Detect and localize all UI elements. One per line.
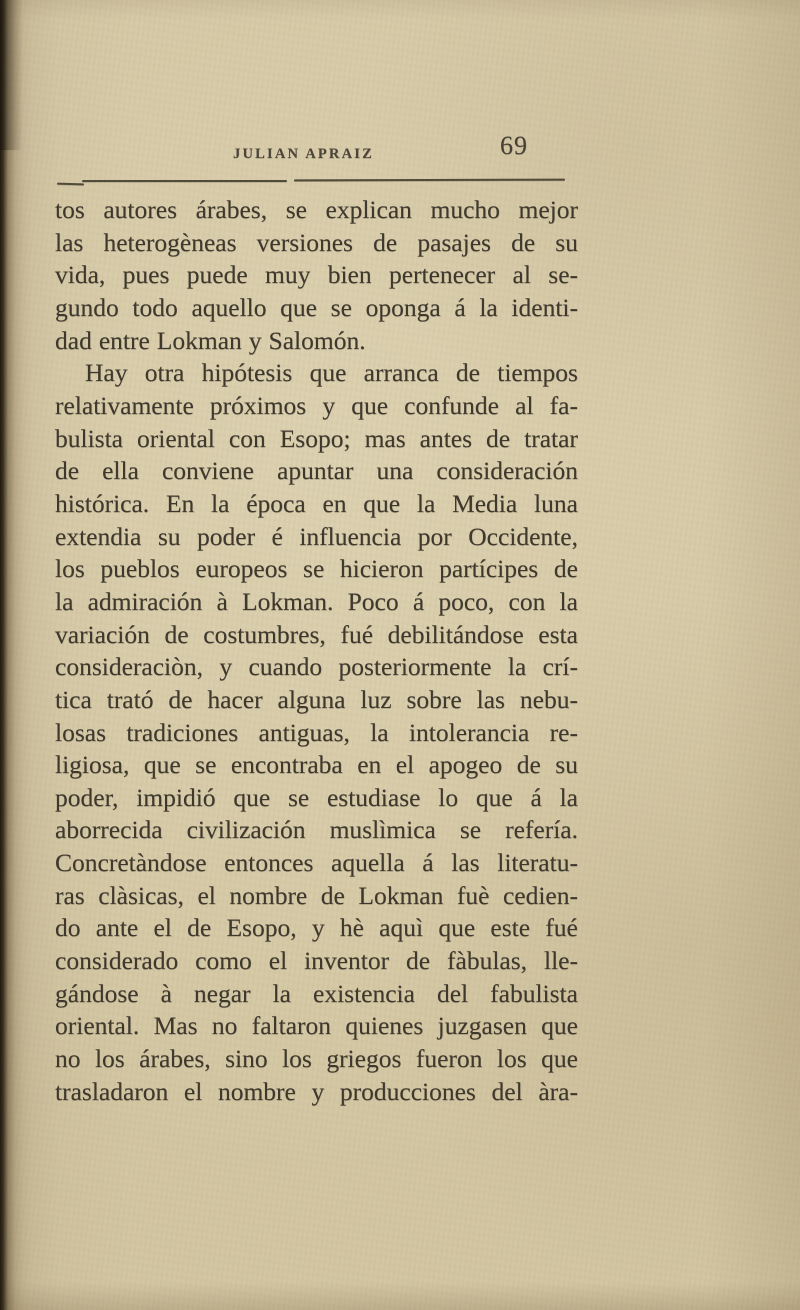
word: de — [516, 750, 541, 780]
word: los — [55, 554, 85, 584]
word: Concretàndose — [55, 848, 207, 878]
text-line — [55, 880, 578, 913]
word: á — [412, 586, 425, 616]
word: hicieron — [339, 554, 424, 584]
word: Poco — [347, 586, 399, 616]
word: que — [280, 292, 317, 322]
word: fueron — [415, 1044, 483, 1074]
word: antiguas, — [258, 717, 350, 747]
word: variación — [55, 619, 150, 649]
word: la — [370, 717, 389, 747]
word: se — [287, 782, 310, 812]
word: otra — [144, 358, 185, 388]
text-line — [55, 292, 578, 325]
word: á — [454, 292, 466, 322]
word: Lokman — [156, 325, 242, 355]
word: clàsicas, — [98, 880, 184, 910]
word: Lokman — [358, 880, 444, 910]
word: próximos — [209, 390, 307, 420]
word: y — [311, 1076, 325, 1106]
word: lo — [438, 782, 459, 812]
word: en — [322, 488, 347, 518]
text-line — [55, 684, 578, 717]
word: de — [187, 913, 212, 943]
word: europeos — [195, 554, 288, 584]
page-top-left-shadow — [0, 0, 30, 150]
word: las — [476, 684, 505, 714]
word: Lokman. — [242, 586, 334, 616]
word: losas — [55, 717, 106, 747]
word: que — [475, 782, 513, 812]
word: consideración — [436, 456, 578, 486]
word: aborrecida — [55, 815, 163, 845]
word: la — [416, 488, 436, 518]
word: relativamente — [55, 390, 194, 420]
word: re- — [549, 717, 578, 747]
word: juzgasen — [437, 1011, 527, 1041]
word: luz — [360, 684, 392, 714]
word: á — [422, 848, 434, 878]
text-line — [55, 1043, 578, 1076]
word: faltaron — [251, 1011, 332, 1041]
word: pueblos — [100, 554, 180, 584]
word: debilitándose — [387, 619, 524, 649]
word: que — [541, 1011, 578, 1041]
word: se- — [548, 260, 578, 290]
word: se — [195, 750, 217, 780]
word: do — [55, 913, 81, 943]
word: hacer — [207, 684, 263, 714]
word: heterogèneas — [103, 227, 237, 257]
word: considerado — [55, 946, 179, 976]
word: época — [246, 488, 306, 518]
word: vida, — [55, 260, 106, 290]
word: Esopo; — [279, 423, 351, 453]
word: ella — [102, 456, 139, 486]
word: bien — [327, 260, 372, 290]
word: todo — [132, 292, 178, 322]
word: de — [320, 880, 345, 910]
text-line — [55, 782, 578, 815]
word: impidió — [136, 782, 216, 812]
word: Salomón. — [268, 325, 366, 355]
word: aquì — [379, 913, 424, 943]
word: civilización — [186, 815, 306, 845]
word: sobre — [406, 684, 462, 714]
word: esta — [538, 619, 578, 649]
word: su — [555, 227, 578, 257]
word: consideraciòn, — [55, 652, 203, 682]
word: poder, — [55, 782, 119, 812]
word: cuando — [248, 652, 323, 682]
word: mucho — [430, 195, 500, 224]
word: y — [219, 652, 233, 682]
text-line — [55, 259, 578, 292]
word: los — [94, 1044, 125, 1074]
word: se — [303, 554, 325, 584]
word: costumbres, — [203, 619, 326, 649]
word: refería. — [505, 815, 578, 845]
word: cedien- — [502, 880, 578, 910]
word: tica — [55, 684, 92, 714]
word: los — [282, 1044, 312, 1074]
word: su — [157, 521, 181, 551]
word: no — [211, 1011, 238, 1041]
word: aquella — [331, 848, 405, 878]
word: inventor — [304, 946, 390, 976]
word: pues — [122, 260, 170, 290]
word: luna — [533, 488, 578, 518]
word: entre — [98, 325, 150, 355]
word: el — [183, 1076, 203, 1106]
word: oriental. — [55, 1011, 140, 1041]
word: crí- — [542, 652, 578, 682]
word: Occidente, — [468, 521, 578, 551]
word: gándose — [55, 978, 139, 1008]
body-text — [55, 194, 578, 1108]
word: la — [272, 978, 291, 1008]
word: tos — [55, 195, 85, 224]
text-line — [55, 814, 578, 847]
word: literatu- — [497, 848, 578, 878]
word: autores — [103, 195, 177, 224]
word: partícipes — [439, 554, 539, 584]
word: por — [417, 521, 452, 551]
word: bulista — [55, 423, 123, 453]
word: de — [55, 456, 80, 486]
word: nebu- — [519, 684, 578, 714]
text-line — [55, 651, 578, 684]
word: fabulista — [490, 978, 578, 1008]
word: este — [490, 913, 531, 943]
word: Hay — [85, 358, 128, 388]
text-line — [55, 749, 578, 782]
header-rule-segment-left — [82, 180, 287, 182]
text-line — [55, 194, 578, 227]
word: que — [143, 750, 181, 780]
word: mas — [364, 423, 406, 453]
word: puede — [186, 260, 248, 290]
word: nombre — [229, 880, 308, 910]
word: confunde — [404, 390, 500, 420]
word: que — [309, 358, 347, 388]
word: dad — [55, 325, 92, 355]
word: que — [351, 390, 389, 420]
word: la — [479, 292, 498, 322]
word: admiración — [87, 586, 203, 616]
word: el — [153, 913, 172, 943]
word: la — [559, 586, 578, 616]
word: y — [322, 390, 336, 420]
text-line — [55, 912, 578, 945]
word: se — [459, 815, 482, 845]
word: lle- — [543, 946, 578, 976]
word: y — [248, 325, 262, 355]
word: poder — [197, 521, 256, 551]
word: la — [559, 782, 578, 812]
word: à — [160, 978, 172, 1008]
word: estudiase — [326, 782, 421, 812]
text-line — [55, 488, 578, 521]
word: la — [211, 488, 230, 518]
word: las — [451, 848, 480, 878]
text-line — [55, 586, 578, 619]
word: con — [508, 586, 546, 616]
text-line — [55, 553, 578, 586]
word: oriental — [137, 423, 215, 453]
word: fàbulas, — [447, 946, 528, 976]
word: é — [271, 521, 283, 551]
word: gundo — [55, 292, 119, 322]
header-rule-segment-right — [294, 179, 565, 182]
word: ligiosa, — [55, 750, 130, 780]
word: Media — [452, 488, 518, 518]
page-left-edge-shadow — [0, 0, 32, 1310]
word: árabes, — [139, 1044, 211, 1074]
word: y — [311, 913, 325, 943]
word: que — [363, 488, 401, 518]
word: trató — [106, 684, 154, 714]
word: muy — [265, 260, 311, 290]
text-line — [55, 978, 578, 1011]
word: arranca — [363, 358, 439, 388]
word: se — [285, 195, 307, 224]
word: el — [268, 946, 288, 976]
text-line — [55, 357, 578, 390]
word: las — [55, 227, 84, 257]
text-line — [55, 455, 578, 488]
word: como — [195, 946, 252, 976]
word: del — [491, 1076, 523, 1106]
word: Mas — [153, 1011, 198, 1041]
text-line — [55, 521, 578, 554]
word: tradiciones — [126, 717, 239, 747]
word: á — [530, 782, 542, 812]
word: el — [395, 750, 415, 780]
word: fué — [340, 619, 374, 649]
word: de — [511, 227, 536, 257]
text-line — [55, 717, 578, 750]
word: pertenecer — [388, 260, 496, 290]
page-number: 69 — [500, 131, 528, 160]
word: negar — [193, 978, 251, 1008]
word: En — [165, 488, 195, 518]
word: que — [438, 913, 476, 943]
text-line — [55, 227, 578, 260]
word: del — [436, 978, 469, 1008]
word: ras — [55, 880, 85, 910]
word: de — [486, 423, 511, 453]
word: posteriormente — [338, 652, 492, 682]
word: tiempos — [497, 358, 578, 388]
word: hè — [339, 913, 364, 943]
header-rule-dash — [57, 183, 84, 186]
word: los — [496, 1044, 527, 1074]
word: que — [541, 1044, 578, 1074]
word: árabes, — [195, 195, 268, 224]
word: tratar — [524, 423, 578, 453]
word: no — [55, 1044, 81, 1074]
word: ante — [95, 913, 139, 943]
word: griegos — [326, 1044, 402, 1074]
word: fuè — [456, 880, 490, 910]
text-line — [55, 847, 578, 880]
text-line — [55, 390, 578, 423]
word: histórica. — [55, 488, 150, 518]
word: extendia — [55, 521, 142, 551]
text-line — [55, 619, 578, 652]
word: conviene — [161, 456, 254, 486]
word: pasajes — [417, 227, 491, 257]
word: al — [515, 390, 534, 420]
word: à — [216, 586, 228, 616]
word: de — [406, 946, 431, 976]
word: existencia — [313, 978, 415, 1008]
text-line — [55, 945, 578, 978]
word: de — [553, 554, 578, 584]
word: oponga — [365, 292, 441, 322]
text-line — [55, 1010, 578, 1043]
word: antes — [419, 423, 473, 453]
word: quienes — [345, 1011, 424, 1041]
word: nombre — [217, 1076, 296, 1106]
word: encontraba — [230, 750, 343, 780]
word: hipótesis — [201, 358, 293, 388]
word: con — [228, 423, 266, 453]
word: poco, — [438, 586, 495, 616]
word: el — [197, 880, 216, 910]
word: trasladaron — [55, 1076, 169, 1106]
word: alguna — [277, 684, 346, 714]
word: sino — [225, 1044, 268, 1074]
word: la — [507, 652, 527, 682]
word: al — [512, 260, 531, 290]
word: intolerancia — [408, 717, 530, 747]
word: de — [455, 358, 480, 388]
word: mejor — [518, 195, 578, 224]
word: de — [168, 684, 193, 714]
word: apogeo — [428, 750, 503, 780]
word: que — [233, 782, 271, 812]
word: la — [55, 586, 74, 616]
word: su — [555, 750, 578, 780]
word: aquello — [191, 292, 267, 322]
word: muslìmica — [329, 815, 436, 845]
running-title: JULIAN APRAIZ — [233, 146, 374, 162]
word: fa- — [549, 390, 578, 420]
text-line — [55, 423, 578, 456]
text-line — [55, 1076, 578, 1109]
word: en — [357, 750, 382, 780]
word: una — [376, 456, 414, 486]
word: producciones — [339, 1076, 476, 1106]
word: entonces — [224, 848, 314, 878]
word: àra- — [538, 1076, 578, 1106]
word: de — [164, 619, 189, 649]
word: apuntar — [277, 456, 354, 486]
word: se — [330, 292, 352, 322]
word: influencia — [299, 521, 402, 551]
word: Esopo, — [226, 913, 297, 943]
word: identi- — [511, 292, 578, 322]
word: de — [373, 227, 398, 257]
word: fué — [545, 913, 578, 943]
text-line — [55, 325, 578, 358]
word: explican — [325, 195, 412, 224]
word: versiones — [256, 227, 353, 257]
